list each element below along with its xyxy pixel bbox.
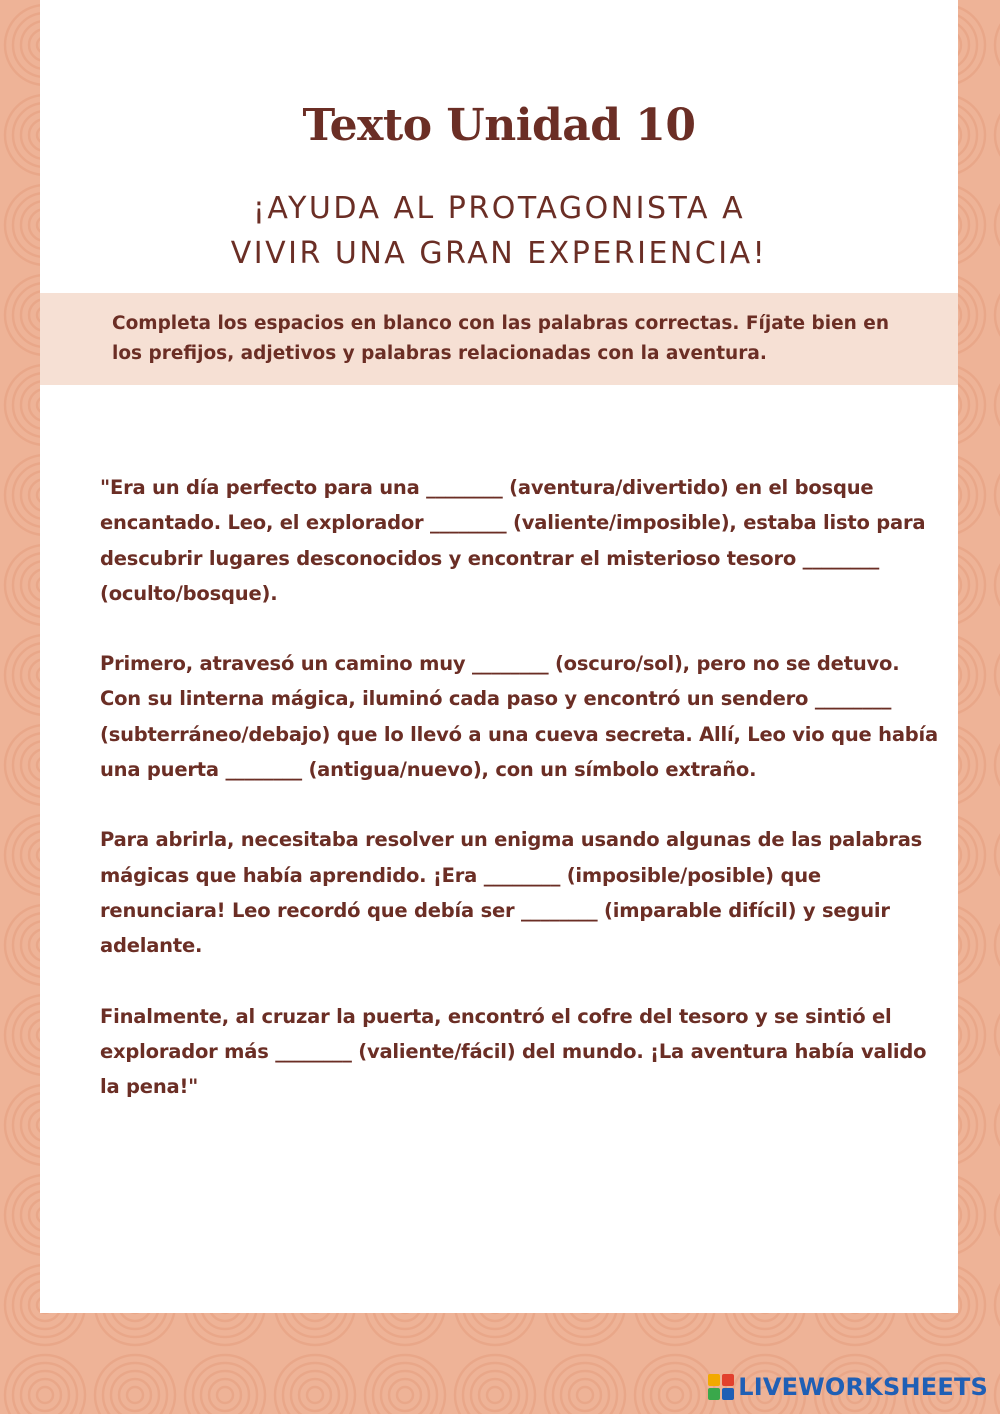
page-subtitle (40, 186, 958, 276)
subtitle-line-2: VIVIR UNA GRAN EXPERIENCIA! (230, 236, 768, 271)
instructions-text: Completa los espacios en blanco con las palabras correctas. Fíjate bien en los prefijos, adjetivos y palabras relacionadas con la aventura. (112, 313, 889, 364)
passage-paragraph-2: Primero, atravesó un camino muy ________ (oscuro/sol), pero no se detuvo. Con su linterna mágica, iluminó cada paso y encontró un sendero ________ (subterráneo/debajo) que lo llevó a una cueva secreta. Allí, Leo vio que había una puerta ________ (antigua/nuevo), con un símbolo extraño. (100, 652, 938, 782)
worksheet-page (40, 0, 958, 1313)
liveworksheets-brand[interactable] (708, 1370, 988, 1404)
passage-paragraph-3: Para abrirla, necesitaba resolver un enigma usando algunas de las palabras mágicas que había aprendido. ¡Era ________ (imposible/posible) que renunciara! Leo recordó que debía ser ________ (imparable difícil) y seguir adelante. (100, 828, 923, 958)
page-title: Texto Unidad 10 (302, 100, 696, 151)
subtitle-line-1: ¡AYUDA AL PROTAGONISTA A (252, 191, 746, 226)
passage-paragraph-1: "Era un día perfecto para una ________ (aventura/divertido) en el bosque encantado. Leo, el explorador ________ (valiente/imposible), estaba listo para descubrir lugares desconocidos y encontrar el misterioso tesoro ________ (oculto/bosque). (100, 476, 926, 605)
brand-name: LIVEWORKSHEETS (738, 1373, 988, 1401)
instructions-band (40, 293, 958, 385)
story-passage (100, 470, 940, 1139)
liveworksheets-logo-icon (708, 1374, 734, 1400)
passage-paragraph-4: Finalmente, al cruzar la puerta, encontró el cofre del tesoro y se sintió el explorador más ________ (valiente/fácil) del mundo. ¡La aventura había valido la pena!" (100, 1004, 927, 1099)
